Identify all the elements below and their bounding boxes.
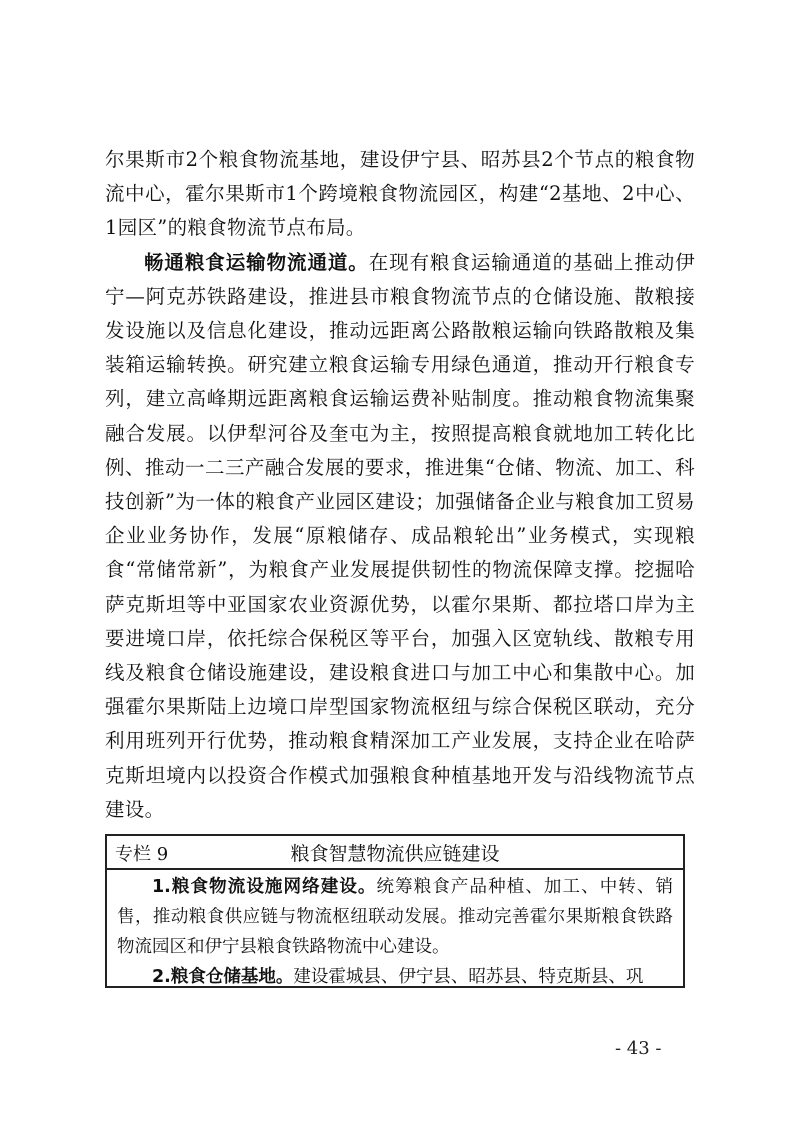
box-header xyxy=(107,836,683,870)
box-body xyxy=(107,870,683,992)
paragraph-2 xyxy=(105,246,695,827)
box-item-2-lead: 2.粮食仓储基地。 xyxy=(152,967,294,987)
box-item-1-text: 统筹粮食产品种植、加工、中转、销售，推动粮食供应链与物流枢纽联动发展。推动完善霍尔果斯粮食铁路物流园区和伊宁县粮食铁路物流中心建设。 xyxy=(117,877,673,957)
page-number: - 43 - xyxy=(615,1038,662,1059)
box-title: 粮食智慧物流供应链建设 xyxy=(290,843,500,865)
special-column-box xyxy=(105,834,685,988)
box-item-2-text: 建设霍城县、伊宁县、昭苏县、特克斯县、巩 xyxy=(293,967,644,987)
paragraph-2-text: 在现有粮食运输通道的基础上推动伊宁—阿克苏铁路建设，推进县市粮食物流节点的仓储设施、散粮接发设施以及信息化建设，推动远距离公路散粮运输向铁路散粮及集装箱运输转换。研究建立粮食运输专用绿色通道，推动开行粮食专列，建立高峰期远距离粮食运输运费补贴制度。推动粮食物流集聚融合发展。以伊犁河谷及奎屯为主，按照提高粮食就地加工转化比例、推动一二三产融合发展的要求，推进集“仓储、物流、加工、科技创新”为一体的粮食产业园区建设；加强储备企业与粮食加工贸易企业业务协作，发展“原粮储存、成品粮轮出”业务模式，实现粮食“常储常新”，为粮食产业发展提供韧性的物流保障支撑。挖掘哈萨克斯坦等中亚国家农业资源优势，以霍尔果斯、都拉塔口岸为主要进境口岸，依托综合保税区等平台，加强入区宽轨线、散粮专用线及粮食仓储设施建设，建设粮食进口与加工中心和集散中心。加强霍尔果斯陆上边境口岸型国家物流枢纽与综合保税区联动，充分利用班列开行优势，推动粮食精深加工产业发展，支持企业在哈萨克斯坦境内以投资合作模式加强粮食种植基地开发与沿线物流节点建设。 xyxy=(105,250,695,821)
body-text xyxy=(105,143,695,827)
box-label: 专栏 9 xyxy=(115,844,169,865)
box-item-2 xyxy=(117,962,673,992)
box-item-1-lead: 1.粮食物流设施网络建设。 xyxy=(152,877,377,897)
box-item-1 xyxy=(117,872,673,962)
paragraph-1: 尔果斯市2个粮食物流基地，建设伊宁县、昭苏县2个节点的粮食物流中心，霍尔果斯市1个跨境粮食物流园区，构建“2基地、2中心、1园区”的粮食物流节点布局。 xyxy=(105,148,695,240)
paragraph-2-lead: 畅通粮食运输物流通道。 xyxy=(144,250,369,274)
